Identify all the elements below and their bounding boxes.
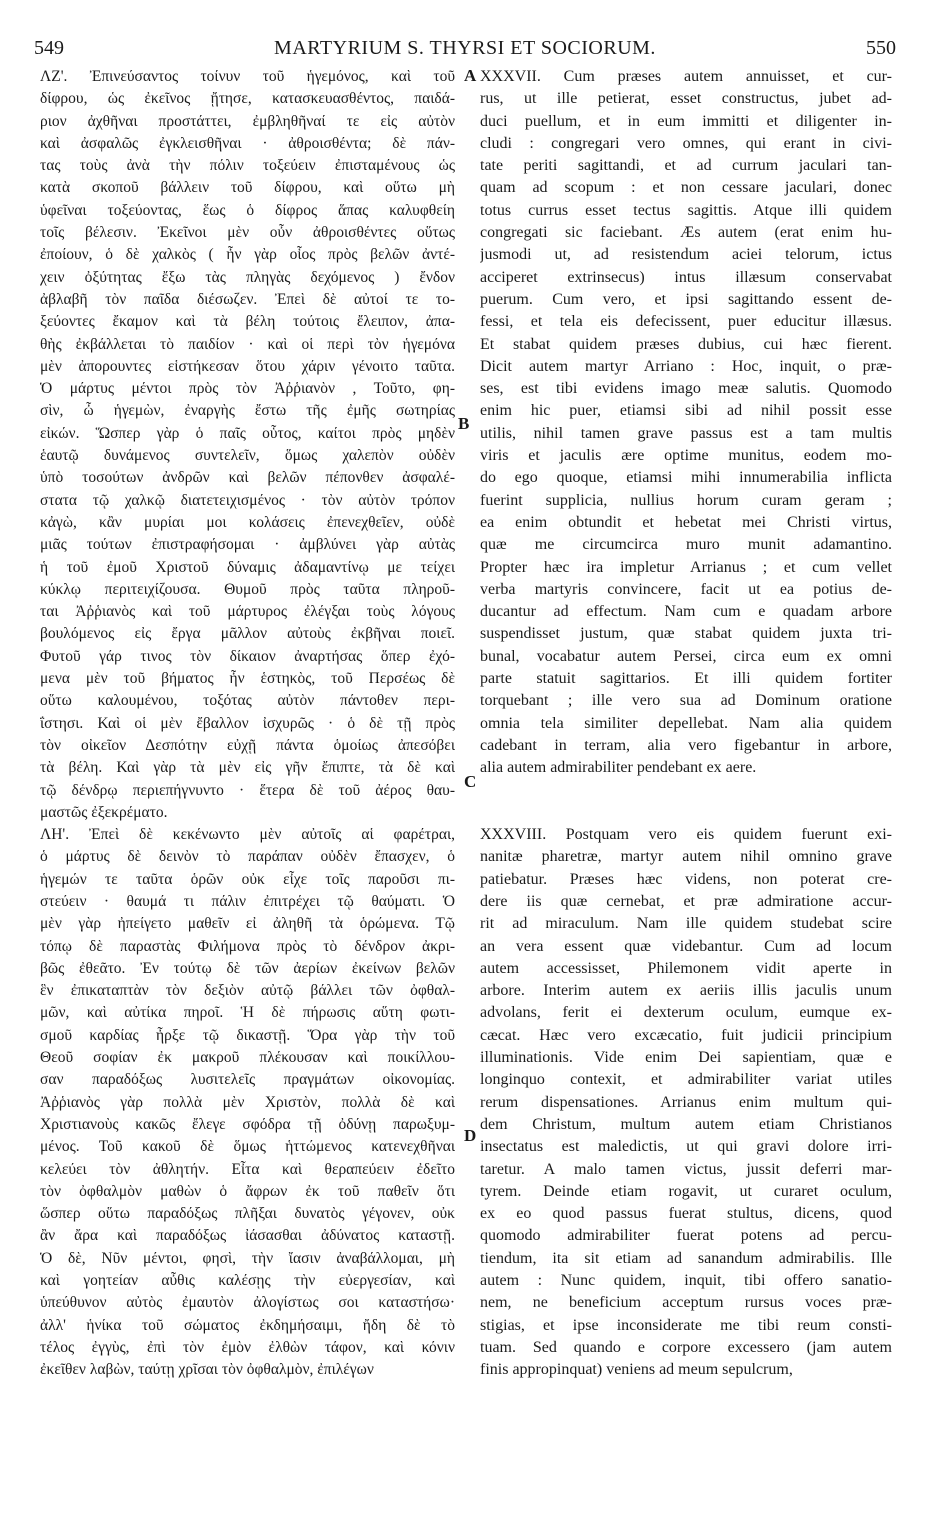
text-line: σμοῦ καρδίας ἦρξε τῷ δικαστῇ. Ὅρα γὰρ τὴν τοῦ <box>40 1026 455 1044</box>
text-line: τας τοὺς ἀνὰ τὴν πόλιν τοξεύειν ἐπισταμένους ὡς <box>40 157 455 175</box>
text-line: tiendum, ita sit etiam ad sanandum admirabilis. Ille <box>480 1249 892 1267</box>
text-line: illuminationis. Vide enim Dei sapientiam, quæ e <box>480 1049 892 1067</box>
text-line: XXXVII. Cum præses autem annuisset, et cur- <box>480 68 892 85</box>
text-line: taretur. A malo tamen victus, jussit deferri mar- <box>480 1160 892 1178</box>
greek-text-column <box>40 66 455 1382</box>
text-line: ΛΗ'. Ἐπεὶ δὲ κεκένωντο μὲν αὐτοῖς αἱ φαρέτραι, <box>40 826 455 844</box>
text-line: ἓν ἐπικαταπτὰν τὸν δεξιὸν αὐτῷ βάλλει τῶν ὀφθαλ- <box>40 982 455 1000</box>
text-line: quam ad scopum : et non cessare jaculari, donec <box>480 179 892 197</box>
text-line: Dicit autem martyr Arriano : Hoc, inquit, o præ- <box>480 357 892 375</box>
text-line: autem : Nunc quidem, inquit, tibi offero sanatio- <box>480 1272 892 1290</box>
text-line: ὑπεύθυνον αὐτὸς ἐμαυτὸν ἀλογίστως σοι καταστήσω· <box>40 1294 455 1312</box>
text-line: στατα τῷ χαλκῷ διατετειχισμένος · τὸν αὐτὸν τρόπον <box>40 491 455 509</box>
text-line: εἰκών. Ὥσπερ γὰρ ὁ παῖς οὗτος, καίτοι πρὸς μηδὲν <box>40 424 455 442</box>
text-line: Ὁ δὲ, Νῦν μέντοι, φησὶ, τὴν ἴασιν ἀναβάλλομαι, μὴ <box>40 1249 455 1267</box>
page-number-right: 550 <box>866 37 896 59</box>
text-line: κατὰ σκοποῦ βάλλειν τοῦ δίφρου, καὶ οὕτω μὴ <box>40 179 455 197</box>
text-line <box>480 780 892 802</box>
text-line: cadebant in terram, alia vero figebantur in arbore, <box>480 736 892 754</box>
text-line: arbore. Interim autem ex aeriis illis jaculis unum <box>480 982 892 1000</box>
text-line: ται Ἀῤῥιανὸς καὶ τοῦ μάρτυρος ἐλέγξαι τοὺς λόγους <box>40 603 455 621</box>
text-line: τοῖς βέλεσιν. Ἐκεῖνοι μὲν οὖν ἀθροισθέντες οὕτως <box>40 224 455 242</box>
text-line: puerum. Cum vero, et ipsi sagittando essent de- <box>480 290 892 308</box>
running-header <box>34 34 896 62</box>
text-line: patiebatur. Præses hæc videns, non poterat cre- <box>480 870 892 888</box>
text-line: fessi, et tela eis defecissent, puer educitur illæsus. <box>480 313 892 331</box>
text-line: μὲν ἀπορουντες εἱστήκεσαν ὅτου χάριν γένοιτο ταῦτα. <box>40 357 455 375</box>
text-line: Ἀῤῥιανὸς γὰρ πολλὰ μὲν Χριστὸν, πολλὰ δὲ καὶ <box>40 1093 455 1111</box>
text-line: ducantur ad effectum. Nam cum e quadam arbore <box>480 603 892 621</box>
text-line: ἡ τοῦ ἐμοῦ Χριστοῦ δύναμις ἀδαμαντίνῳ με τείχει <box>40 558 455 576</box>
text-line: μαστῶς ἐξεκρέματο. <box>40 803 168 821</box>
margin-marker-a: A <box>464 66 477 85</box>
text-line: tyrem. Deinde etiam rogavit, ut curaret oculum, <box>480 1182 892 1200</box>
text-line: μὲν γὰρ ἠπείγετο μαθεῖν εἰ ἀληθῆ τὰ ὁρώμενα. Τῷ <box>40 915 455 933</box>
text-line: σὶν, ὦ ἡγεμὼν, ἐναργὴς ἔστω τῆς ἐμῆς σωτηρίας <box>40 402 455 420</box>
text-line: totus currus esset tectus sagittis. Atque illi quidem <box>480 201 892 219</box>
text-line: μένος. Τοῦ κακοῦ δὲ ὅμως ἡττώμενος κατενεχθῆναι <box>40 1138 455 1156</box>
text-line: tate periti sagittandi, et ad currum jaculari tan- <box>480 157 892 175</box>
margin-marker-b: B <box>458 414 470 433</box>
text-line: dem Christum, multum autem etiam Christianos <box>480 1115 892 1133</box>
text-line: nanitæ pharetræ, martyr autem nihil omnino grave <box>480 848 892 866</box>
text-line: ἂν ἄρα καὶ παραδόξως ἰάσασθαι ἀδύνατος καταστῇ. <box>40 1227 455 1245</box>
latin-text-column <box>480 66 892 1382</box>
text-line: θὴς ἐκβάλλεται τὸ παιδίον · καὶ οἱ περὶ τὸν ἡγεμόνα <box>40 335 455 353</box>
text-line: Ὁ μάρτυς μέντοι πρὸς τὸν Ἀῤῥιανὸν , Τοῦτο, φη- <box>40 380 455 398</box>
page-number-left: 549 <box>34 37 64 59</box>
text-line: τὸν οἰκεῖον Δεσπότην εὐχῇ πάντα ὁμοίως ἀπεσόβει <box>40 736 455 754</box>
text-line: μιᾶς τούτων ἐπιστραφήσομαι · ἀμβλύνει γὰρ αὐτὰς <box>40 536 455 554</box>
text-line: duci puellum, et in eum immitti et diligenter in- <box>480 112 892 130</box>
text-line: tuam. Sed quando e corpore excessero (jam autem <box>480 1338 892 1356</box>
text-line: ses, est tibi evidens imago meæ salutis. Quomodo <box>480 380 892 398</box>
text-line: cludi : congregari vero omnes, qui erant in civi- <box>480 134 892 152</box>
text-line: ὑφεῖναι τοξεύοντας, ἕως ὁ δίφρος ἅπας καλυφθείη <box>40 201 455 219</box>
text-line: μενα μὲν τοῦ βήματος ἦν ἑστηκὸς, τοῦ Περσέως δὲ <box>40 670 455 688</box>
text-line: ἐποίουν, ὁ δὲ χαλκὸς ( ἦν γὰρ οἷος πρὸς βελῶν ἀντέ- <box>40 246 455 264</box>
text-line: omnia tela similiter depellebat. Nam alia quidem <box>480 714 892 732</box>
text-line: καὶ γοητείαν αὖθις καλέσῃς τὴν εὐεργεσίαν, καὶ <box>40 1272 455 1290</box>
text-line: Θεοῦ σοφίαν ἐκ μακροῦ πλέκουσαν καὶ ποικίλλου- <box>40 1049 455 1067</box>
text-line: rit ad miraculum. Nam ille quidem studebat scire <box>480 915 892 933</box>
text-line: ΐστησι. Καὶ οἱ μὲν ἔβαλλον ἰσχυρῶς · ὁ δὲ τῇ πρὸς <box>40 714 455 732</box>
text-line: ὑπὸ τοσούτων ἀνδρῶν καὶ βελῶν πέπονθεν ἀσφαλέ- <box>40 469 455 487</box>
text-line: δίφρου, ὡς ἐκεῖνος ᾔτησε, κατασκευασθέντος, παιδά- <box>40 90 455 108</box>
text-line: parte statuit sagittarios. Et illi quidem fortiter <box>480 670 892 688</box>
text-line: autem accessisset, Philemonem vidit aperte in <box>480 959 892 977</box>
text-line: enim hic puer, etiamsi sibi ad nihil possit esse <box>480 402 892 420</box>
text-line: quæ me circumcirca muro munit adamantino. <box>480 536 892 554</box>
running-title: MARTYRIUM S. THYRSI ET SOCIORUM. <box>274 37 656 59</box>
text-line: ἑαυτῷ δυνάμενος συντελεῖν, ὅμως χαλεπὸν οὐδὲν <box>40 447 455 465</box>
text-line: ριον ἀχθῆναι προστάττει, ἐμβληθῆναί τε εἰς αὐτὸν <box>40 112 455 130</box>
text-line: ξεύοντες ἔκαμον καὶ τὰ βέλη τούτοις ἔλειπον, ἀπα- <box>40 313 455 331</box>
text-line: nem, ne beneficium acceptum rursus voces præ- <box>480 1294 892 1312</box>
text-line: Φυτοῦ γάρ τινος τὸν δίκαιον ἀναρτήσας ὅπερ ἐχό- <box>40 647 455 665</box>
text-line: τῷ δένδρῳ περιεπήγνυντο · ἕτερα δὲ τοῦ ἀέρος θαυ- <box>40 781 455 799</box>
text-line: torquebant ; ille vero sua ad Dominum oratione <box>480 692 892 710</box>
text-line: alia autem admirabiliter pendebant ex aere. <box>480 759 757 777</box>
text-line: τέλος ἐγγὺς, ἐπὶ τὸν ἐμὸν ἐλθὼν τάφον, καὶ κόνιν <box>40 1338 455 1356</box>
text-line: κελεύει τὸν ἀθλητήν. Εἶτα καὶ θεραπεύειν ἐδεῖτο <box>40 1160 455 1178</box>
text-line: acciperet extrinsecus) intus illæsum conservabat <box>480 268 892 286</box>
text-line: βῶς ἐθεᾶτο. Ἐν τούτῳ δὲ τῶν ἀερίων ἐκείνων βελῶν <box>40 959 455 977</box>
text-line: ex eo quod passus fuerat stultus, dicens, quod <box>480 1205 892 1223</box>
text-line: utilis, nihil tamen grave passus est a tam multis <box>480 424 892 442</box>
text-line: dere iis quæ cernebat, et præ admiratione accur- <box>480 892 892 910</box>
text-line: στεύειν · θαυμά τι πάλιν ἐπιτρέχει τῷ θαύματι. Ὁ <box>40 892 455 910</box>
text-line: verba martyris convincere, facit ut ea potius de- <box>480 580 892 598</box>
text-line: βουλόμενος εἰς ἔργα μᾶλλον αὐτοὺς ἐκβῆναι ποιεῖ. <box>40 625 455 643</box>
text-line: ὥσπερ οὕτω παραδόξως πλῆξαι δυνατὸς γέγονεν, οὐκ <box>40 1205 455 1223</box>
text-line: stigias, et ipse inconsiderate me tibi reum consti- <box>480 1316 892 1334</box>
text-line: τὰ βέλη. Καὶ γὰρ τὰ μὲν εἰς γῆν ἔπιπτε, τὰ δὲ καὶ <box>40 759 455 777</box>
text-line: μῶν, καὶ αὐτίκα πηροῖ. Ἡ δὲ πήρωσις αὕτη φωτι- <box>40 1004 455 1022</box>
margin-marker-d: D <box>464 1126 477 1145</box>
text-line: Et stabat quidem præses dubius, cui hæc fierent. <box>480 335 892 353</box>
text-line: an vera essent quæ videbantur. Cum ad locum <box>480 937 892 955</box>
text-line: Propter hæc ira impletur Arrianus ; et cum vellet <box>480 558 892 576</box>
text-line: viris et jaculis ære optime munitus, eodem mo- <box>480 447 892 465</box>
text-line: insectatus est maledictis, ut qui gravi dolore irri- <box>480 1138 892 1156</box>
text-line: bunal, vocabatur autem Persei, circa eum ex omni <box>480 647 892 665</box>
text-line: congregati sic faciebant. Æs autem (erat enim hu- <box>480 224 892 242</box>
text-line: οὕτω καλουμένου, τοξότας αὐτὸν πάντοθεν περι- <box>40 692 455 710</box>
text-line: σαν παραδόξως λυσιτελεῖς πραγμάτων οἰκονομίας. <box>40 1071 455 1089</box>
text-line: jusmodi ut, ad resistendum aciei telorum, ictus <box>480 246 892 264</box>
text-line: Χριστιανοὺς κακῶς ἔλεγε σφόδρα τῇ ὀδύνῃ παρωξυμ- <box>40 1115 455 1133</box>
text-line: rus, ut ille petierat, esset constructus, jubet ad- <box>480 90 892 108</box>
text-line: ἐκεῖθεν λαβὼν, ταύτῃ χρῖσαι τὸν ὀφθαλμὸν, ἐπιλέγων <box>40 1361 374 1379</box>
text-line: ἀβλαβῆ τὸν παῖδα διέσωζεν. Ἐπεὶ δὲ αὐτοί τε το- <box>40 290 455 308</box>
text-line: ΛΖ'. Ἐπινεύσαντος τοίνυν τοῦ ἡγεμόνος, καὶ τοῦ <box>40 68 455 85</box>
text-line: XXXVIII. Postquam vero eis quidem fuerunt exi- <box>480 826 892 844</box>
text-line: rerum dispensationes. Arrianus enim multum qui- <box>480 1093 892 1111</box>
text-line: suspendisset justum, quæ stabat quidem juxta tri- <box>480 625 892 643</box>
text-line: ἀλλ' ἡνίκα τοῦ σώματος ἐκδημήσαιμι, ἤδη δὲ τὸ <box>40 1316 455 1334</box>
text-line: ὁ μάρτυς δὲ δεινὸν τὸ παράπαν οὐδὲν ἔπασχεν, ὁ <box>40 848 455 866</box>
text-line: finis appropinquat) veniens ad meum sepulcrum, <box>480 1361 793 1379</box>
text-line: κύκλῳ περιτειχίζουσα. Θυμοῦ πρὸς ταῦτα πληροῦ- <box>40 580 455 598</box>
text-line: κἀγὼ, κἂν μυρίαι μοι κολάσεις ἐπενεχθεῖεν, οὐδὲ <box>40 513 455 531</box>
text-line: cæcat. Hæc vero excæcatio, fuit judicii principium <box>480 1026 892 1044</box>
text-line: fuerint supplicia, nullius horum curam geram ; <box>480 491 892 509</box>
text-line: quomodo admirabiliter fuerat potens ad percu- <box>480 1227 892 1245</box>
text-line <box>480 802 892 824</box>
text-line: τὸν ὀφθαλμὸν μαθὼν ὁ ἄφρων ἐκ τοῦ παθεῖν ὅτι <box>40 1182 455 1200</box>
text-line: do ego quoque, etiamsi mihi innumerabilia inflicta <box>480 469 892 487</box>
text-line: τόπῳ δὲ παραστὰς Φιλήμονα πρὸς τὸ δένδρον ἀκρι- <box>40 937 455 955</box>
text-line: ea enim obtundit et hebetat mei Christi virtus, <box>480 513 892 531</box>
text-line: ἡγεμών τε ταῦτα ὁρῶν οὐκ εἶχε τοῖς παροῦσι πι- <box>40 870 455 888</box>
text-line: advolans, ferit ei dexterum oculum, eumque ex- <box>480 1004 892 1022</box>
text-line: longinquo contexit, et admirabiliter variat utiles <box>480 1071 892 1089</box>
text-line: καὶ ἀσφαλῶς ἐγκλεισθῆναι · ἀθροισθέντα; δὲ πάν- <box>40 134 455 152</box>
text-line: χειν ὀξύτητας ἔξω τὰς πληγὰς δεχόμενος ) ἔνδον <box>40 268 455 286</box>
margin-marker-c: C <box>464 772 477 791</box>
